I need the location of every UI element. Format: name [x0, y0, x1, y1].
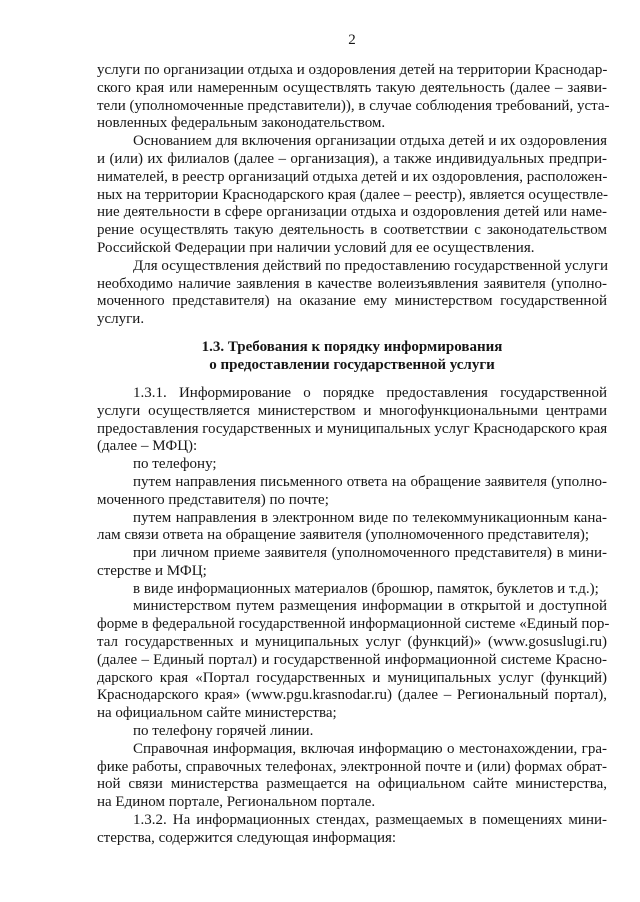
paragraph — [97, 385, 607, 456]
paragraph-line: Для осуществления действий по предоставлению государственной услуги — [133, 257, 608, 274]
paragraph — [97, 741, 607, 812]
list-item — [97, 545, 607, 581]
paragraph-line: (далее – МФЦ): — [97, 438, 198, 455]
paragraph-line: путем направления в электронном виде по телекоммуникационным кана- — [133, 509, 607, 526]
paragraph-line: Краснодарского края» (www.pgu.krasnodar.ru) (далее – Региональный портал), — [97, 687, 607, 704]
paragraph-line: предоставления государственных и муниципальных услуг Краснодарского края — [97, 420, 608, 437]
paragraph-line: по телефону; — [133, 456, 217, 473]
paragraph-line: услуги. — [97, 311, 145, 328]
paragraph-line: в виде информационных материалов (брошюр, памяток, буклетов и т.д.); — [133, 580, 599, 597]
paragraph-line: Справочная информация, включая информацию о местонахождении, гра- — [133, 740, 607, 757]
paragraph-line: дарского края «Портал государственных и муниципальных услуг (функций) — [97, 669, 607, 686]
paragraph-line: министерством путем размещения информации в открытой и доступной — [133, 598, 607, 615]
paragraph-line: моченного представителя) на оказание ему министерством государственной — [97, 293, 607, 310]
paragraph-line: на официальном сайте министерства; — [97, 705, 337, 722]
paragraph-line: фике работы, справочных телефонах, электронной почте и (или) формах обрат- — [97, 758, 607, 775]
paragraph-line: ных на территории Краснодарского края (далее – реестр), является осуществле- — [97, 186, 609, 203]
paragraph-line: при личном приеме заявителя (уполномоченного представителя) в мини- — [133, 545, 607, 562]
paragraph-line: стерстве и МФЦ; — [97, 562, 207, 579]
paragraph-line: форме в федеральной государственной информационной системе «Единый пор- — [97, 616, 610, 633]
paragraph-line: услуги осуществляется министерством и многофункциональными центрами — [97, 402, 607, 419]
list-item — [97, 510, 607, 546]
list-item — [97, 456, 607, 474]
document-body — [97, 62, 610, 848]
page-number: 2 — [348, 32, 356, 48]
paragraph-line: нимателей, в реестр организаций отдыха детей и их оздоровления, расположен- — [97, 168, 608, 185]
paragraph-line: и (или) их филиалов (далее – организация), а также индивидуальных предпри- — [97, 150, 607, 167]
section-heading — [97, 339, 607, 375]
paragraph — [97, 133, 607, 258]
paragraph-line: необходимо наличие заявления в качестве волеизъявления заявителя (уполно- — [97, 275, 607, 292]
paragraph-line: по телефону горячей линии. — [133, 723, 314, 740]
paragraph-line: стерства, содержится следующая информация: — [97, 829, 397, 846]
paragraph-line: ние деятельности в сфере организации отдыха и оздоровления детей или наме- — [97, 204, 607, 221]
paragraph-line: путем направления письменного ответа на обращение заявителя (уполно- — [133, 473, 607, 490]
paragraph — [97, 62, 610, 133]
paragraph — [97, 812, 607, 848]
paragraph-line: (далее – Единый портал) и государственной информационной системе Красно- — [97, 651, 607, 668]
paragraph-line: тели (уполномоченные представители)), в случае соблюдения требований, уста- — [97, 97, 610, 114]
list-item — [97, 723, 607, 741]
paragraph-line: лам связи ответа на обращение заявителя (уполномоченного представителя); — [97, 527, 590, 544]
section-heading-line: о предоставлении государственной услуги — [209, 356, 495, 373]
paragraph-line: 1.3.2. На информационных стендах, размещаемых в помещениях мини- — [133, 812, 607, 829]
list-item — [97, 598, 610, 723]
paragraph-line: Основанием для включения организации отдыха детей и их оздоровления — [133, 133, 607, 150]
section-heading-line: 1.3. Требования к порядку информирования — [201, 339, 503, 356]
paragraph-line: рение осуществлять такую деятельность в соответствии с законодательством — [97, 222, 607, 239]
paragraph-line: Российской Федерации при наличии условий для ее осуществления. — [97, 239, 535, 256]
paragraph — [97, 258, 607, 329]
paragraph-line: услуги по организации отдыха и оздоровления детей на территории Краснодар- — [97, 62, 608, 78]
paragraph-line: моченного представителя) по почте; — [97, 491, 329, 508]
list-item — [97, 581, 607, 599]
list-item — [97, 474, 607, 510]
paragraph-line: ского края или намеренным осуществлять такую деятельность (далее – заяви- — [97, 79, 607, 96]
paragraph-line: тал государственных и муниципальных услуг (функций)» (www.gosuslugi.ru) — [97, 634, 607, 651]
paragraph-line: новленных федеральным законодательством. — [97, 115, 386, 132]
paragraph-line: на Едином портале, Региональном портале. — [97, 794, 376, 811]
paragraph-line: ной связи министерства размещается на официальном сайте министерства, — [97, 776, 607, 793]
paragraph-line: 1.3.1. Информирование о порядке предоставления государственной — [133, 384, 607, 401]
